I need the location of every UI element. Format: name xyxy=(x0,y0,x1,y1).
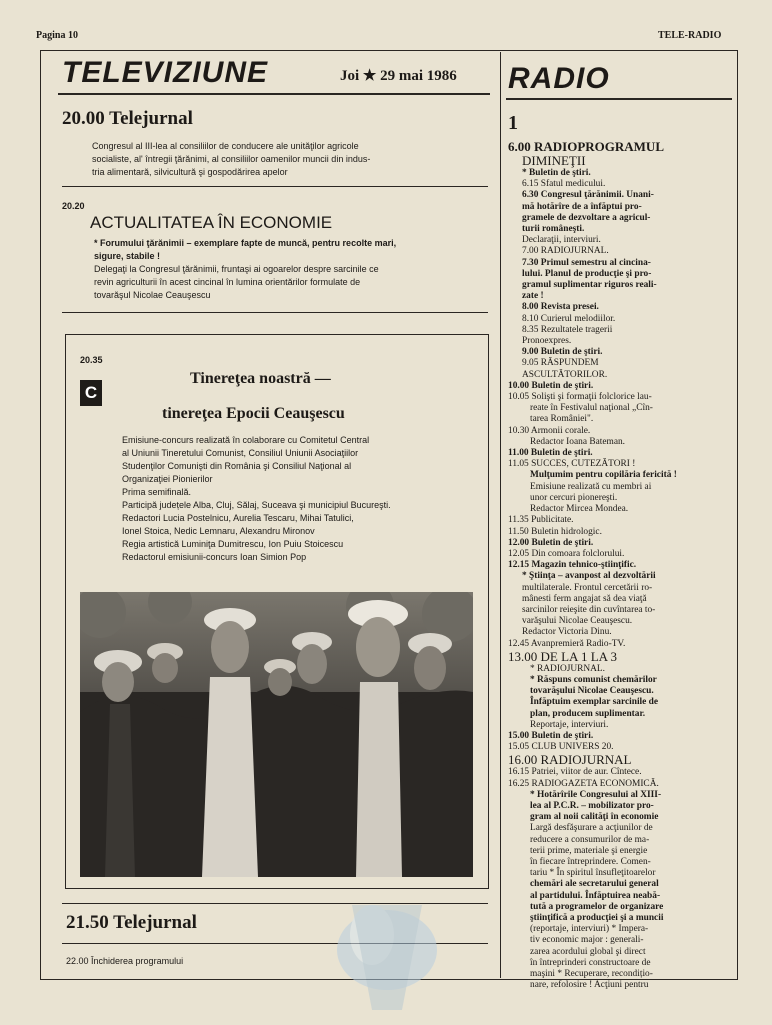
divider xyxy=(62,312,488,313)
page-number: Pagina 10 xyxy=(36,30,78,41)
radio-schedule-line: 10.00 Buletin de ştiri. xyxy=(508,380,594,391)
radio-schedule-line: maşini * Recuperare, recondițio- xyxy=(530,969,653,980)
program-2035-title-2: tinereţea Epocii Ceauşescu xyxy=(162,405,345,422)
radio-schedule xyxy=(508,140,730,991)
radio-schedule-line: zarea acordului global şi direct xyxy=(530,946,646,957)
radio-schedule-line: ştiinţifică a producţiei şi a muncii xyxy=(530,913,664,923)
radio-schedule-line: Redactor Ioana Bateman. xyxy=(530,436,626,447)
radio-schedule-line: mă hotărîre de a înfăptui pro- xyxy=(522,201,642,212)
radio-schedule-line: Redactor Mircea Mondea. xyxy=(530,504,629,515)
radio-schedule-line: tarea României". xyxy=(530,414,594,425)
radio-schedule-line: 8.10 Curierul melodiilor. xyxy=(522,313,616,324)
radio-schedule-line: reducere a consumurilor de ma- xyxy=(530,834,650,845)
radio-schedule-line: ASCULTĂTORILOR. xyxy=(522,369,608,380)
radio-schedule-line: 8.35 Rezultatele tragerii xyxy=(522,324,613,335)
radio-schedule-line: turii româneşti. xyxy=(522,224,585,235)
radio-schedule-line: Declaraţii, interviuri. xyxy=(522,235,601,246)
radio-schedule-line: * Buletin de ştiri. xyxy=(522,168,591,178)
program-2035-desc: Emisiune-concurs realizată în colaborare cu Comitetul Central al Uniunii Tineretului Comunist, Consiliul Uniunii Asociaţiilor Studenţilor Comunişti din România şi Consiliul Naţional al Organizaţiei Pionierilor Prima semifinală. Participă județele Alba, Cluj, Sălaj, Suceava şi municipiul Bucureşti. Redactori Lucia Postelnicu, Aurelia Tescaru, Mihai Tatulici, Ionel Stoica, Nedic Lemnaru, Alexandru Mironov Regia artistică Luminiţa Dumitrescu, Ion Puiu Stoicescu Redactorul emisiunii-concurs Ioan Simion Pop xyxy=(122,435,391,562)
radio-schedule-line: gram al noii calităţi în economie xyxy=(530,812,659,823)
divider xyxy=(62,186,488,187)
radio-schedule-line: (reportaje, interviuri) * Impera- xyxy=(530,924,649,935)
radio-schedule-line: tută a programelor de organizare xyxy=(530,901,664,912)
radio-schedule-line: 6.30 Congresul ţărănimii. Unani- xyxy=(522,190,654,201)
program-2020-time: 20.20 xyxy=(62,201,85,211)
tv-title-rule xyxy=(58,93,490,95)
radio-schedule-line: chemări ale secretarului general xyxy=(530,879,659,890)
radio-schedule-line: 12.45 Avanpremieră Radio-TV. xyxy=(508,638,626,649)
radio-schedule-line: 11.35 Publicitate. xyxy=(508,515,574,526)
radio-schedule-line: 6.15 Sfatul medicului. xyxy=(522,179,606,190)
radio-schedule-line: 12.00 Buletin de ştiri. xyxy=(508,537,594,548)
radio-schedule-line: zate ! xyxy=(522,291,544,302)
program-2000-desc: Congresul al III-lea al consiliilor de conducere ale unităţilor agricole socialiste, al' întregii ţărănimi, al consiliilor oamenilor muncii din indus- tria alimentară, silvicultură şi gospodărirea apelor xyxy=(92,141,371,177)
program-2000-title: 20.00 Telejurnal xyxy=(62,108,193,129)
radio-schedule-line: reate în Festivalul naţional „Cîn- xyxy=(530,403,653,414)
radio-schedule-line: tovarăşului Nicolae Ceauşescu. xyxy=(530,686,654,697)
watermark-logo xyxy=(322,895,452,1020)
radio-title-rule xyxy=(506,98,732,100)
radio-schedule-line: sarcinilor reieşite din cuvîntarea to- xyxy=(522,604,656,615)
radio-schedule-line: 9.05 RĂSPUNDEM xyxy=(522,358,599,369)
group-photo-illustration xyxy=(80,592,473,877)
tv-date: Joi ★ 29 mai 1986 xyxy=(340,68,457,84)
radio-schedule-line: gramul suplimentar riguros reali- xyxy=(522,280,657,291)
radio-schedule-line: * RADIOJURNAL. xyxy=(530,663,605,674)
radio-schedule-line: 8.00 Revista presei. xyxy=(522,302,599,313)
radio-schedule-line: 16.00 RADIOJURNAL xyxy=(508,752,632,768)
radio-schedule-line: * Răspuns comunist chemărilor xyxy=(530,674,657,685)
radio-schedule-line: 10.30 Armonii corale. xyxy=(508,425,591,436)
radio-schedule-line: în întreprinderi constructoare de xyxy=(530,957,651,968)
radio-schedule-line: Mulţumim pentru copilăria fericită ! xyxy=(530,470,677,481)
radio-schedule-line: 16.15 Patriei, viitor de aur. Cîntece. xyxy=(508,767,642,778)
radio-schedule-line: * Ştiinţa – avanpost al dezvoltării xyxy=(522,571,656,582)
radio-schedule-line: Pronoexpres. xyxy=(522,336,572,347)
radio-title: RADIO xyxy=(508,62,610,95)
radio-schedule-line: 12.05 Din comoara folclorului. xyxy=(508,548,625,559)
radio-schedule-line: tariu * În spiritul însufleţitoarelor xyxy=(530,868,656,879)
radio-schedule-line: * Hotărîrile Congresului al XIII- xyxy=(530,789,662,800)
radio-schedule-line: multilaterale. Frontul cercetării ro- xyxy=(522,582,653,593)
program-2020-title: ACTUALITATEA ÎN ECONOMIE xyxy=(90,213,333,232)
program-2150-title: 21.50 Telejurnal xyxy=(66,912,197,933)
radio-schedule-line: Emisiune realizată cu membri ai xyxy=(530,481,652,492)
radio-schedule-line: Largă desfăşurare a acţiunilor de xyxy=(530,823,653,834)
radio-schedule-line: terii prime, materiale şi energie xyxy=(530,845,648,856)
radio-schedule-line: nare, refolosire ! Acţiuni pentru xyxy=(530,980,649,991)
radio-schedule-line: 12.15 Magazin tehnico-ştiinţific. xyxy=(508,560,637,571)
column-divider xyxy=(500,52,501,978)
program-2200-text: 22.00 Închiderea programului xyxy=(66,956,184,966)
radio-schedule-line: lului. Planul de producţie şi pro- xyxy=(522,268,652,279)
radio-schedule-line: 7.30 Primul semestru al cincina- xyxy=(522,257,651,268)
radio-schedule-line: unor cercuri pionereşti. xyxy=(530,492,618,503)
radio-schedule-line: 9.00 Buletin de ştiri. xyxy=(522,347,603,358)
radio-schedule-line: Înfăptuim exemplar sarcinile de xyxy=(530,697,659,708)
radio-schedule-line: Reportaje, interviuri. xyxy=(530,719,609,730)
section-label: TELE-RADIO xyxy=(658,30,722,41)
radio-schedule-line: gramele de dezvoltare a agricul- xyxy=(522,212,651,223)
radio-schedule-line: 10.05 Solişti şi formaţii folclorice lau- xyxy=(508,392,652,403)
radio-schedule-line: 11.50 Buletin hidrologic. xyxy=(508,526,602,537)
radio-schedule-line: DIMINEŢII xyxy=(522,153,586,168)
radio-schedule-line: tiv economic major : generali- xyxy=(530,935,644,946)
program-2035-time: 20.35 xyxy=(80,355,103,365)
tv-title: TELEVIZIUNE xyxy=(62,56,269,89)
radio-schedule-line: Redactor Victoria Dinu. xyxy=(522,627,612,638)
radio-schedule-line: în fiecare întreprindere. Comen- xyxy=(530,856,651,867)
radio-schedule-line: al partidului. Înfăptuirea neabă- xyxy=(530,890,661,901)
radio-schedule-line: 6.00 RADIOPROGRAMUL xyxy=(508,139,664,154)
radio-schedule-line: plan, producem suplimentar. xyxy=(530,708,646,719)
radio-schedule-line: lea al P.C.R. – mobilizator pro- xyxy=(530,800,654,811)
radio-schedule-line: 7.00 RADIOJURNAL. xyxy=(522,246,609,257)
program-2020-desc: * Forumului ţărănimii – exemplare fapte de muncă, pentru recolte mari, sigure, stabile ! Delegaţi la Congresul ţărănimii, fruntaşi ai ogoarelor despre sarcinile ce revin agriculturii în acest cincinal în lumina orientărilor formulate de tovarăşul Nicolae Ceauşescu xyxy=(94,238,397,300)
color-badge: C xyxy=(80,380,102,406)
radio-schedule-line: 11.05 SUCCES, CUTEZĂTORI ! xyxy=(508,459,636,470)
radio-schedule-line: 13.00 DE LA 1 LA 3 xyxy=(508,648,618,664)
radio-schedule-line: 15.00 Buletin de ştiri. xyxy=(508,730,594,741)
radio-schedule-line: varăşului Nicolae Ceauşescu. xyxy=(522,616,633,627)
radio-schedule-line: 11.00 Buletin de ştiri. xyxy=(508,448,593,459)
radio-schedule-line: 15.05 CLUB UNIVERS 20. xyxy=(508,742,614,753)
radio-program-number: 1 xyxy=(508,112,518,134)
group-photo xyxy=(80,592,473,877)
program-2035-title-1: Tinereţea noastră — xyxy=(190,370,331,387)
radio-schedule-line: 16.25 RADIOGAZETA ECONOMICĂ. xyxy=(508,778,659,789)
radio-schedule-line: mânesti ferm angajat să dea viaţă xyxy=(522,593,647,604)
